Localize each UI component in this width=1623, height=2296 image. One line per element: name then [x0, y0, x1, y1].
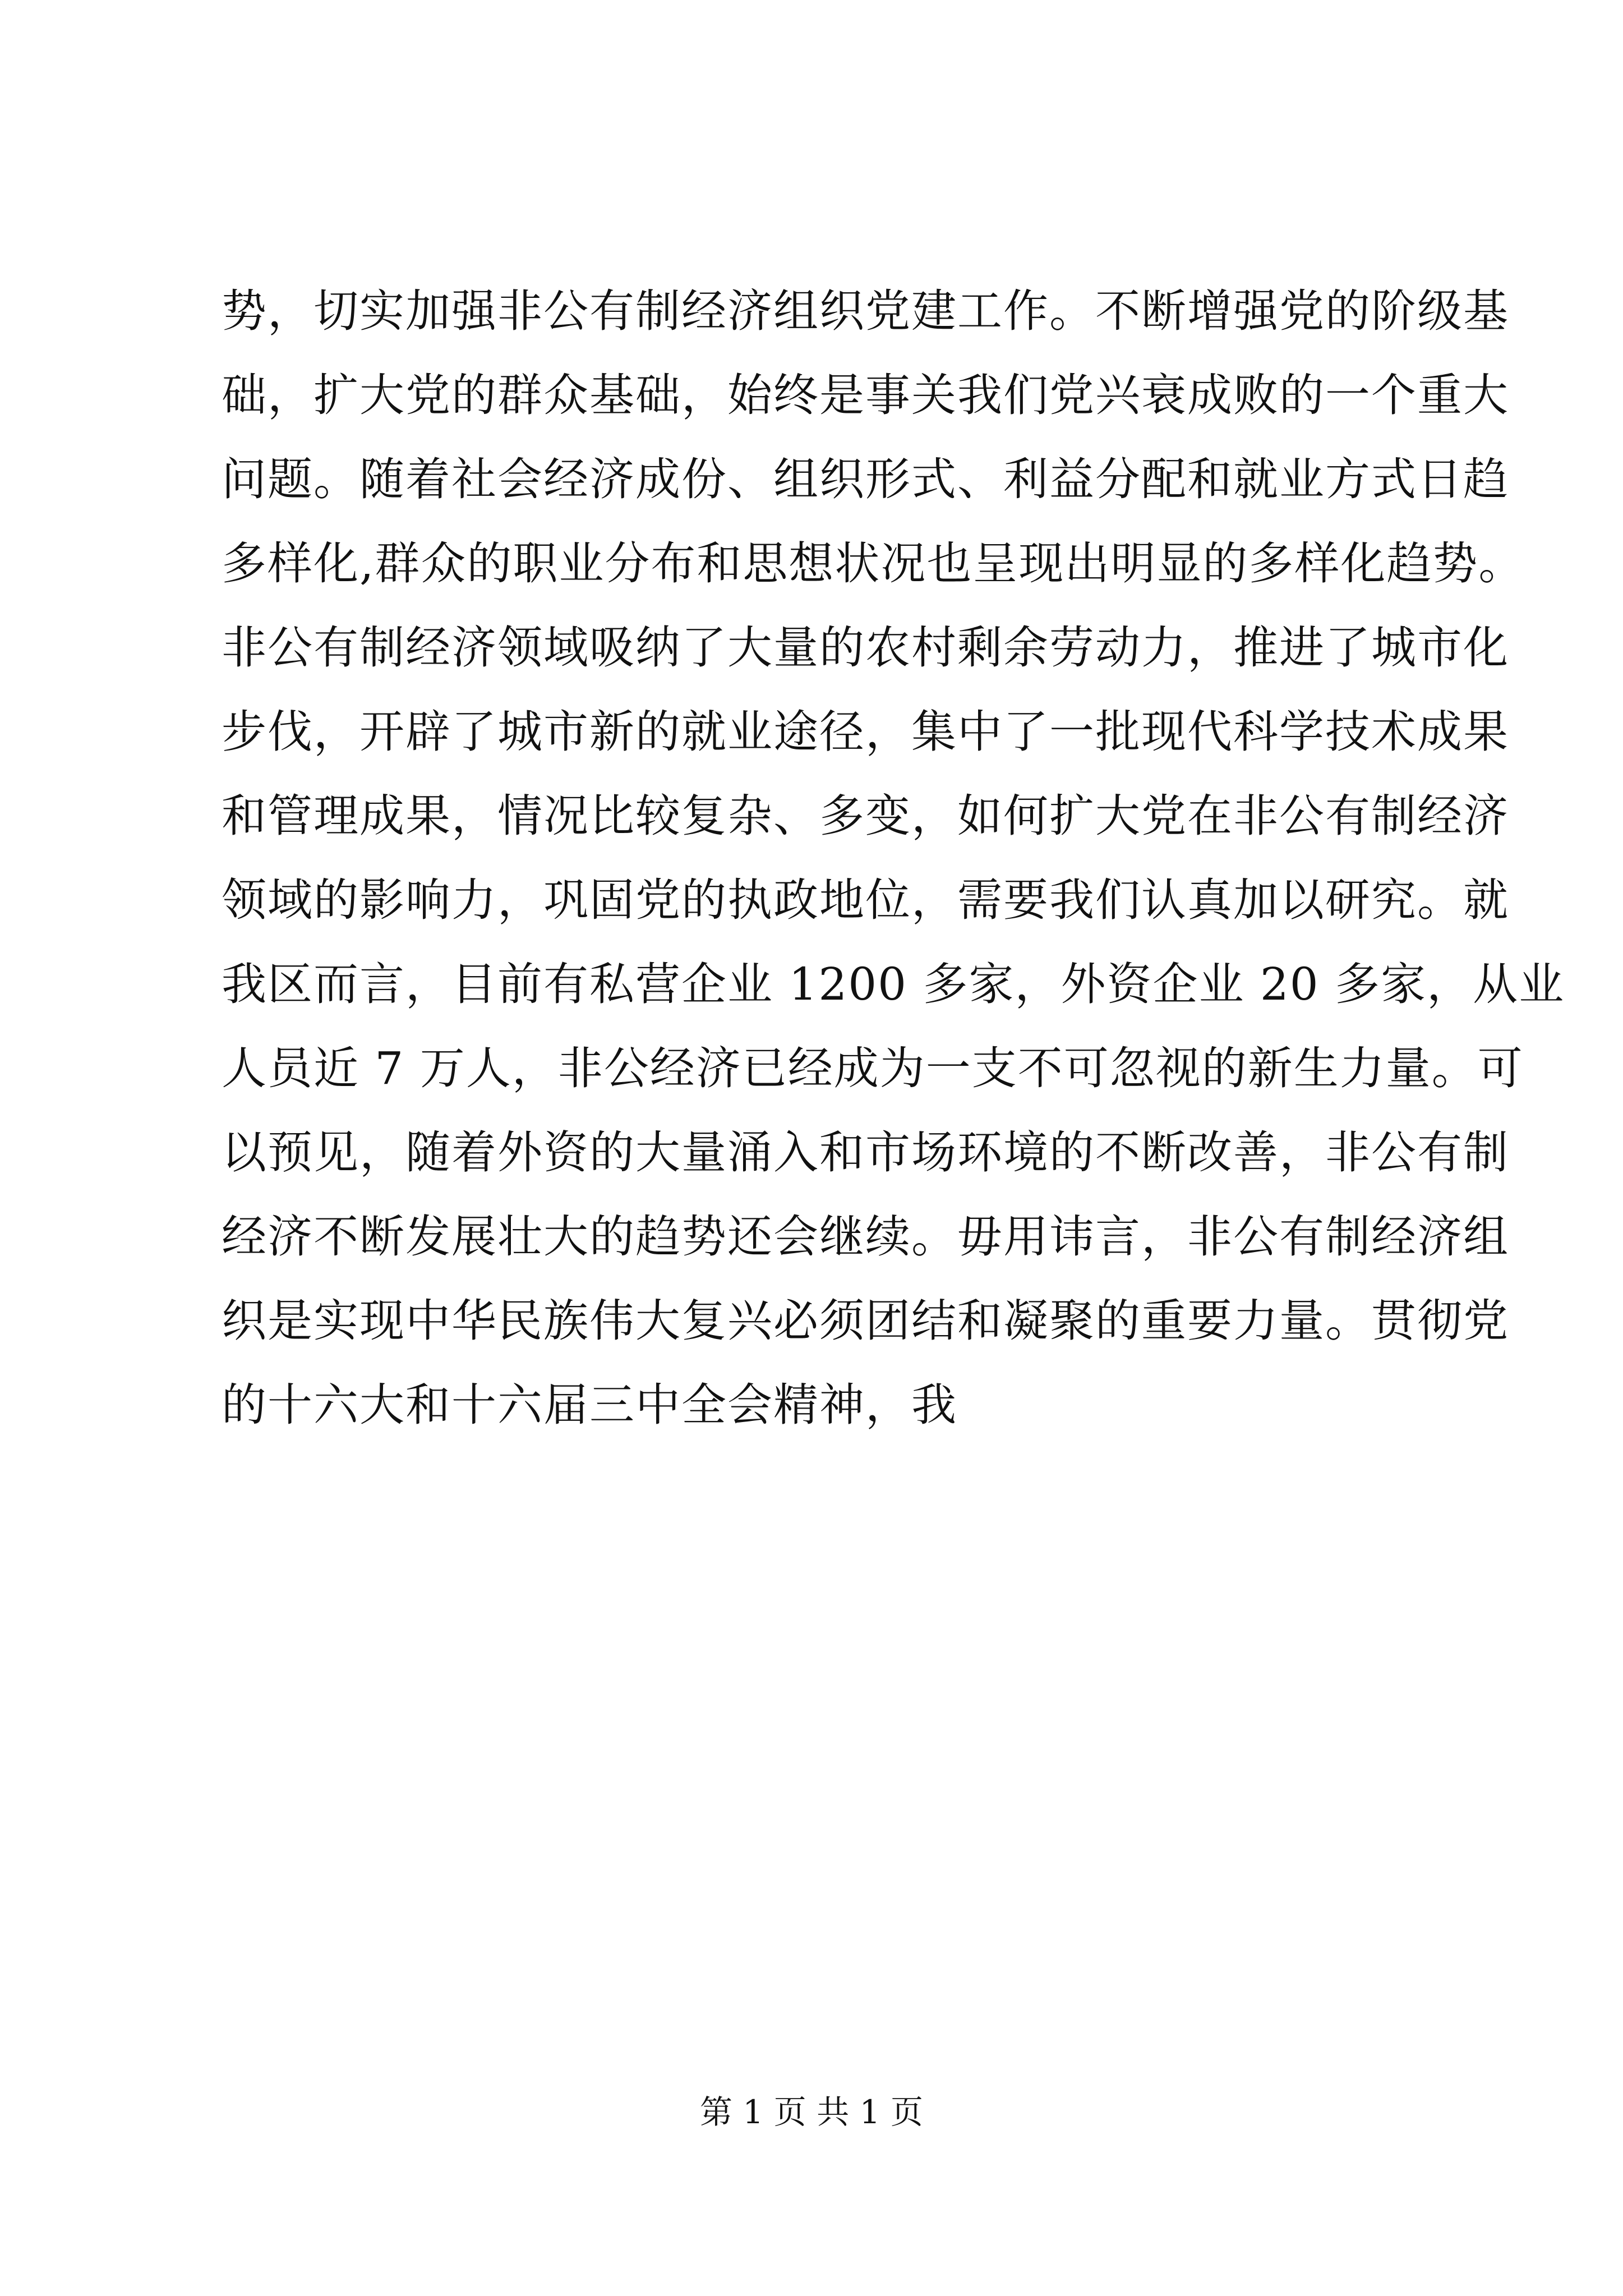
text-line: 非公有制经济领域吸纳了大量的农村剩余劳动力，推进了城市化: [222, 622, 1509, 674]
text-line: 经济不断发展壮大的趋势还会继续。毋用讳言，非公有制经济组: [222, 1211, 1509, 1263]
text-line: 势，切实加强非公有制经济组织党建工作。不断增强党的阶级基: [222, 285, 1509, 337]
text-line: 以预见，随着外资的大量涌入和市场环境的不断改善，非公有制: [222, 1126, 1509, 1179]
text-line: 我区而言，目前有私营企业 1200 多家，外资企业 20 多家，从业: [222, 958, 1565, 1010]
text-line: 织是实现中华民族伟大复兴必须团结和凝聚的重要力量。贯彻党: [222, 1295, 1509, 1347]
text-line: 步伐，开辟了城市新的就业途径，集中了一批现代科学技术成果: [222, 706, 1509, 758]
text-line: 领域的影响力，巩固党的执政地位，需要我们认真加以研究。就: [222, 874, 1509, 926]
text-line: 础，扩大党的群众基础，始终是事关我们党兴衰成败的一个重大: [222, 369, 1509, 421]
text-line: 问题。随着社会经济成份、组织形式、利益分配和就业方式日趋: [222, 453, 1509, 505]
text-line: 多样化,群众的职业分布和思想状况也呈现出明显的多样化趋势。: [222, 537, 1525, 590]
text-line: 的十六大和十六届三中全会精神，我: [222, 1379, 957, 1431]
body-paragraph: [222, 269, 1565, 1447]
page-number-footer: 第 1 页 共 1 页: [700, 2093, 923, 2131]
text-line: 和管理成果，情况比较复杂、多变，如何扩大党在非公有制经济: [222, 790, 1509, 842]
text-line: 人员近 7 万人，非公经济已经成为一支不可忽视的新生力量。可: [222, 1042, 1524, 1094]
